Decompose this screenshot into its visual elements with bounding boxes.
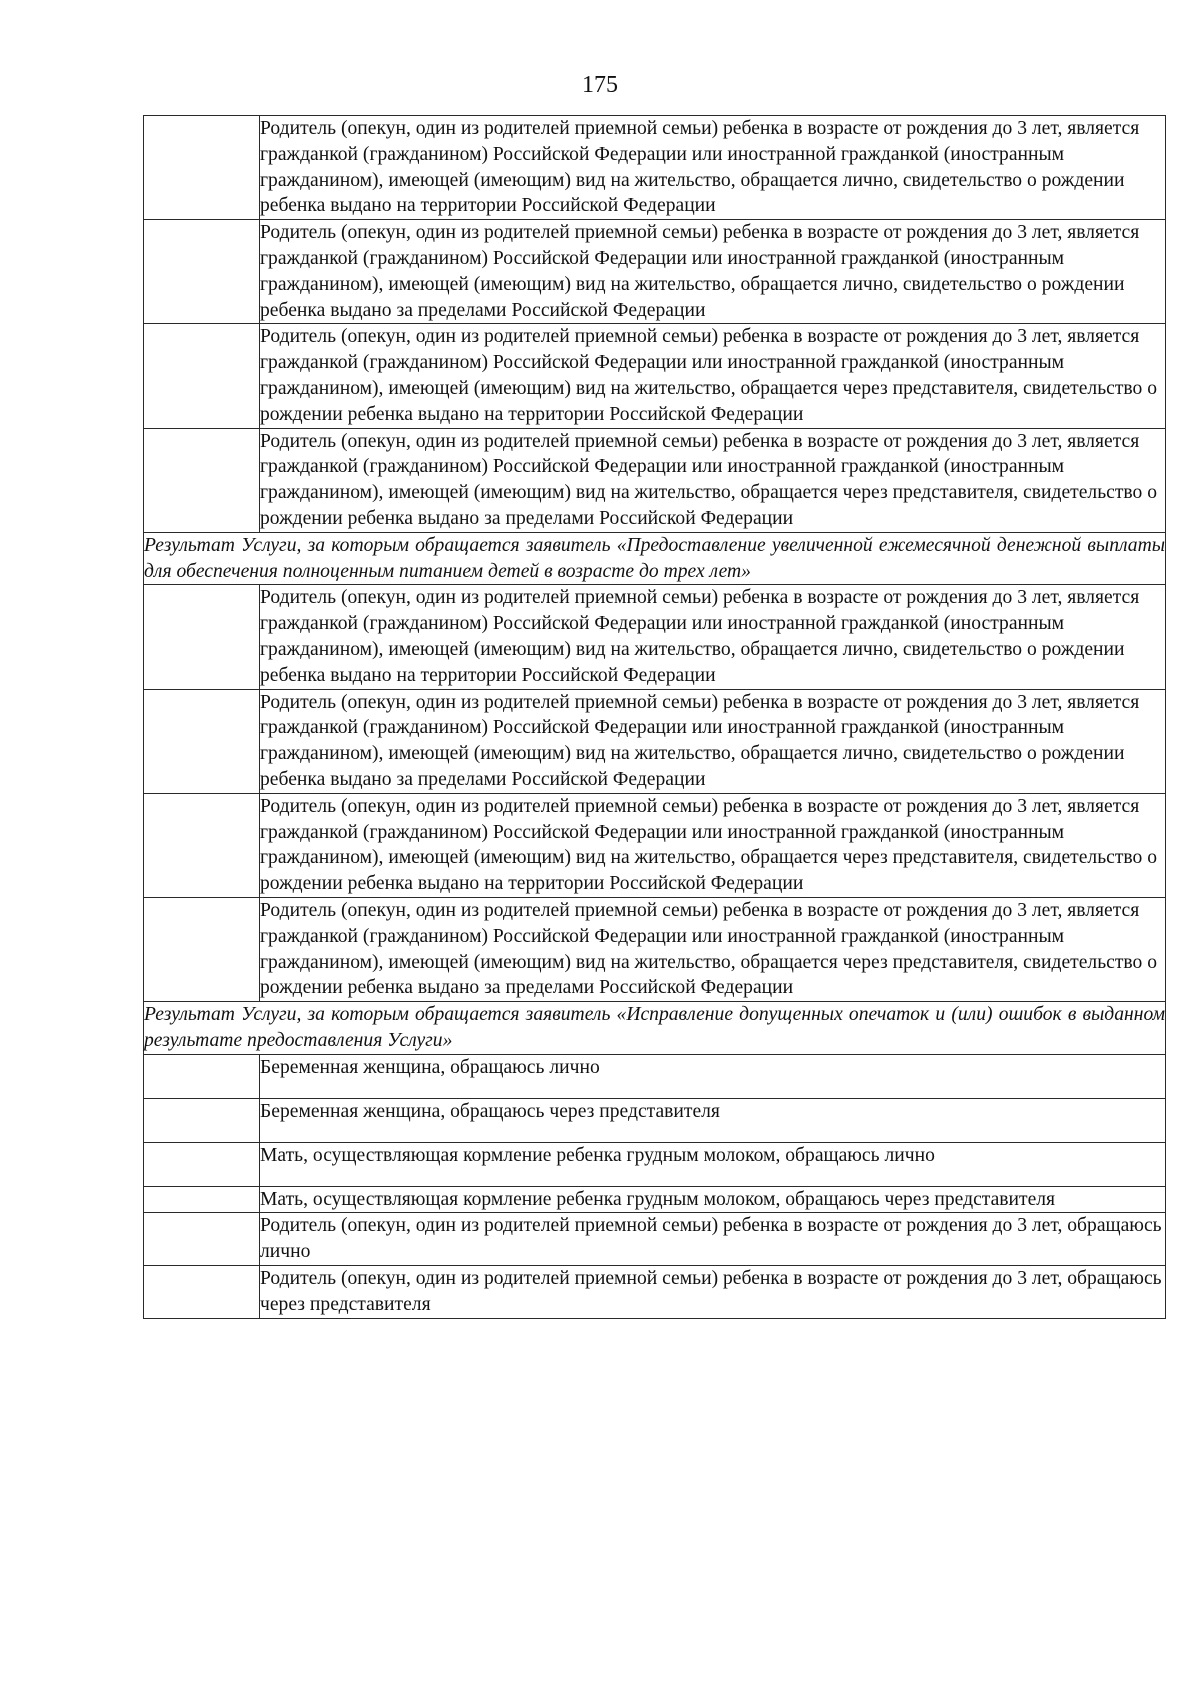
table-row [144, 1142, 1166, 1186]
empty-cell [144, 1098, 260, 1142]
empty-cell [144, 428, 260, 532]
table-row [144, 1213, 1166, 1266]
empty-cell [144, 585, 260, 689]
applicant-cell: Родитель (опекун, один из родителей приемной семьи) ребенка в возрасте от рождения до 3 лет, является гражданкой (гражданином) Российской Федерации или иностранной гражданкой (иностранным гражданином), имеющей (имеющим) вид на жительство, обращается лично, свидетельство о рождении ребенка выдано на территории Российской Федерации [260, 585, 1166, 689]
table-row [144, 116, 1166, 220]
empty-cell [144, 1266, 260, 1319]
empty-cell [144, 897, 260, 1001]
empty-cell [144, 1186, 260, 1213]
table-row [144, 897, 1166, 1001]
table-row [144, 1098, 1166, 1142]
empty-cell [144, 324, 260, 428]
table-row [144, 1186, 1166, 1213]
table-row [144, 1054, 1166, 1098]
applicant-cell: Родитель (опекун, один из родителей приемной семьи) ребенка в возрасте от рождения до 3 лет, является гражданкой (гражданином) Российской Федерации или иностранной гражданкой (иностранным гражданином), имеющей (имеющим) вид на жительство, обращается лично, свидетельство о рождении ребенка выдано за пределами Российской Федерации [260, 689, 1166, 793]
empty-cell [144, 793, 260, 897]
empty-cell [144, 1054, 260, 1098]
section-header: Результат Услуги, за которым обращается заявитель «Предоставление увеличенной ежемесячной денежной выплаты для обеспечения полноценным питанием детей в возрасте до трех лет» [144, 532, 1166, 585]
applicant-cell: Беременная женщина, обращаюсь через представителя [260, 1098, 1166, 1142]
empty-cell [144, 116, 260, 220]
empty-cell [144, 1213, 260, 1266]
section-header: Результат Услуги, за которым обращается заявитель «Исправление допущенных опечаток и (или) ошибок в выданном результате предоставления Услуги» [144, 1002, 1166, 1055]
applicant-cell: Родитель (опекун, один из родителей приемной семьи) ребенка в возрасте от рождения до 3 лет, является гражданкой (гражданином) Российской Федерации или иностранной гражданкой (иностранным гражданином), имеющей (имеющим) вид на жительство, обращается через представителя, свидетельство о рождении ребенка выдано на территории Российской Федерации [260, 324, 1166, 428]
applicant-cell: Родитель (опекун, один из родителей приемной семьи) ребенка в возрасте от рождения до 3 лет, является гражданкой (гражданином) Российской Федерации или иностранной гражданкой (иностранным гражданином), имеющей (имеющим) вид на жительство, обращается через представителя, свидетельство о рождении ребенка выдано за пределами Российской Федерации [260, 428, 1166, 532]
section-header-row [144, 1002, 1166, 1055]
empty-cell [144, 1142, 260, 1186]
applicant-cell: Беременная женщина, обращаюсь лично [260, 1054, 1166, 1098]
section-header-row [144, 532, 1166, 585]
table-row [144, 428, 1166, 532]
table-row [144, 689, 1166, 793]
table-row [144, 1266, 1166, 1319]
applicant-cell: Родитель (опекун, один из родителей приемной семьи) ребенка в возрасте от рождения до 3 лет, является гражданкой (гражданином) Российской Федерации или иностранной гражданкой (иностранным гражданином), имеющей (имеющим) вид на жительство, обращается через представителя, свидетельство о рождении ребенка выдано на территории Российской Федерации [260, 793, 1166, 897]
applicant-cell: Родитель (опекун, один из родителей приемной семьи) ребенка в возрасте от рождения до 3 лет, является гражданкой (гражданином) Российской Федерации или иностранной гражданкой (иностранным гражданином), имеющей (имеющим) вид на жительство, обращается лично, свидетельство о рождении ребенка выдано на территории Российской Федерации [260, 116, 1166, 220]
applicant-cell: Родитель (опекун, один из родителей приемной семьи) ребенка в возрасте от рождения до 3 лет, является гражданкой (гражданином) Российской Федерации или иностранной гражданкой (иностранным гражданином), имеющей (имеющим) вид на жительство, обращается лично, свидетельство о рождении ребенка выдано за пределами Российской Федерации [260, 220, 1166, 324]
table-row [144, 324, 1166, 428]
applicant-cell: Родитель (опекун, один из родителей приемной семьи) ребенка в возрасте от рождения до 3 лет, обращаюсь лично [260, 1213, 1166, 1266]
page-number: 175 [582, 72, 618, 98]
empty-cell [144, 220, 260, 324]
table-row [144, 585, 1166, 689]
document-table [143, 115, 1166, 1319]
applicant-cell: Родитель (опекун, один из родителей приемной семьи) ребенка в возрасте от рождения до 3 лет, обращаюсь через представителя [260, 1266, 1166, 1319]
table-row [144, 220, 1166, 324]
table-row [144, 793, 1166, 897]
applicant-cell: Родитель (опекун, один из родителей приемной семьи) ребенка в возрасте от рождения до 3 лет, является гражданкой (гражданином) Российской Федерации или иностранной гражданкой (иностранным гражданином), имеющей (имеющим) вид на жительство, обращается через представителя, свидетельство о рождении ребенка выдано за пределами Российской Федерации [260, 897, 1166, 1001]
applicant-cell: Мать, осуществляющая кормление ребенка грудным молоком, обращаюсь лично [260, 1142, 1166, 1186]
empty-cell [144, 689, 260, 793]
applicant-cell: Мать, осуществляющая кормление ребенка грудным молоком, обращаюсь через представителя [260, 1186, 1166, 1213]
